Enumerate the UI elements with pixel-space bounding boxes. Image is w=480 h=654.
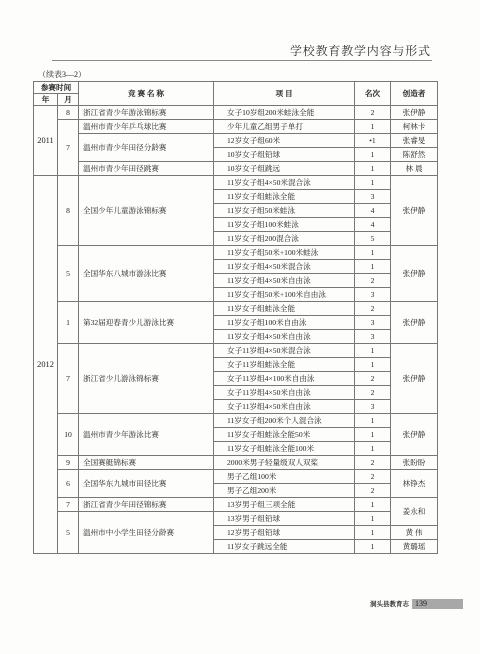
competition-cell: 全国华东九城市田径比赛 <box>79 470 214 498</box>
item-cell: 12岁男子组铅球 <box>214 526 355 540</box>
table-row <box>34 176 438 190</box>
creator-cell: 张伊静 <box>391 176 438 246</box>
page-number: 139 <box>415 599 427 608</box>
item-cell: 2000米男子轻量级双人双桨 <box>214 456 355 470</box>
creator-cell: 林铮杰 <box>391 470 438 498</box>
table-row <box>34 456 438 470</box>
rank-cell: 1 <box>355 498 391 512</box>
competition-cell: 温州市青少年田径跳赛 <box>79 162 214 176</box>
rank-cell: 2 <box>355 470 391 484</box>
header-rule <box>52 60 432 61</box>
creator-cell: 林 晨 <box>391 162 438 176</box>
table-caption: （续表3—2） <box>38 70 86 79</box>
item-cell: 11岁女子组100米自由泳 <box>214 316 355 330</box>
rank-cell: 3 <box>355 316 391 330</box>
creator-cell: 黄璐瑶 <box>391 540 438 554</box>
rank-cell: 2 <box>355 106 391 120</box>
competition-cell: 全国赛艇锦标赛 <box>79 456 214 470</box>
month-cell: 8 <box>58 176 79 246</box>
competition-cell: 第32届迎春青少儿游泳比赛 <box>79 302 214 344</box>
item-cell: 女子11岁组蛙泳全能 <box>214 358 355 372</box>
item-cell: 11岁女子组4×50米混合泳 <box>214 176 355 190</box>
header-time: 参赛时间 <box>34 82 79 94</box>
creator-cell: 张伊静 <box>391 302 438 344</box>
year-cell: 2011 <box>34 106 58 176</box>
rank-cell: 1 <box>355 526 391 540</box>
competition-cell: 温州市中小学生田径分龄赛 <box>79 512 214 554</box>
awards-table <box>33 81 438 554</box>
month-cell: 8 <box>58 106 79 120</box>
competition-cell: 温州市青少年田径分龄赛 <box>79 134 214 162</box>
item-cell: 11岁女子跳远全能 <box>214 540 355 554</box>
item-cell: 10岁女子组铅球 <box>214 148 355 162</box>
item-cell: 11岁女子组100米蛙泳 <box>214 218 355 232</box>
page-header-title: 学校教育教学内容与形式 <box>290 44 431 58</box>
creator-cell: 张伊静 <box>391 344 438 414</box>
item-cell: 11岁女子组200米个人混合泳 <box>214 414 355 428</box>
rank-cell: 1 <box>355 428 391 442</box>
rank-cell: 1 <box>355 176 391 190</box>
rank-cell: 2 <box>355 456 391 470</box>
rank-cell: 2 <box>355 274 391 288</box>
item-cell: 13岁男子组三项全能 <box>214 498 355 512</box>
rank-cell: 1 <box>355 344 391 358</box>
item-cell: 11岁女子组50米+100米自由泳 <box>214 288 355 302</box>
item-cell: 女子11岁组4×50米混合泳 <box>214 344 355 358</box>
table-row <box>34 498 438 512</box>
header-year: 年 <box>34 94 58 106</box>
creator-cell: 柯林卡 <box>391 120 438 134</box>
rank-cell: 1 <box>355 162 391 176</box>
rank-cell: 1 <box>355 120 391 134</box>
competition-cell: 温州市青少年游泳比赛 <box>79 414 214 456</box>
item-cell: 11岁女子组50米+100米蛙泳 <box>214 246 355 260</box>
rank-cell: 1 <box>355 260 391 274</box>
rank-cell: 2 <box>355 386 391 400</box>
month-cell: 5 <box>58 512 79 554</box>
creator-cell: 张睿旻 <box>391 134 438 148</box>
item-cell: 11岁女子组4×50米混合泳 <box>214 260 355 274</box>
table-row <box>34 470 438 484</box>
creator-cell: 陈舒然 <box>391 148 438 162</box>
creator-cell: 张盼盼 <box>391 456 438 470</box>
rank-cell: 1 <box>355 148 391 162</box>
item-cell: 12岁女子组60米 <box>214 134 355 148</box>
competition-cell: 温州市青少年乒乓球比赛 <box>79 120 214 134</box>
header-row <box>34 82 438 94</box>
item-cell: 11岁女子组蛙泳全能 <box>214 302 355 316</box>
header-creator: 创造者 <box>391 82 438 106</box>
item-cell: 11岁女子组200混合泳 <box>214 232 355 246</box>
competition-cell: 全国少年儿童游泳锦标赛 <box>79 176 214 246</box>
item-cell: 少年儿童乙组男子单打 <box>214 120 355 134</box>
table-row <box>34 120 438 134</box>
item-cell: 男子乙组200米 <box>214 484 355 498</box>
rank-cell: 1 <box>355 540 391 554</box>
table-row <box>34 414 438 428</box>
table-row <box>34 106 438 120</box>
header-item: 项 目 <box>214 82 355 106</box>
rank-cell: 1 <box>355 442 391 456</box>
rank-cell: •1 <box>355 134 391 148</box>
creator-cell: 姜永和 <box>391 498 438 526</box>
item-cell: 11岁女子组4×50米自由泳 <box>214 330 355 344</box>
month-cell: 7 <box>58 120 79 176</box>
rank-cell: 1 <box>355 512 391 526</box>
rank-cell: 2 <box>355 372 391 386</box>
item-cell: 11岁女子组蛙泳全能50米 <box>214 428 355 442</box>
rank-cell: 3 <box>355 288 391 302</box>
rank-cell: 3 <box>355 190 391 204</box>
item-cell: 11岁女子组蛙泳全能 <box>214 190 355 204</box>
table-row <box>34 162 438 176</box>
header-competition: 竞 赛 名 称 <box>79 82 214 106</box>
rank-cell: 1 <box>355 246 391 260</box>
rank-cell: 2 <box>355 302 391 316</box>
month-cell: 6 <box>58 470 79 498</box>
rank-cell: 1 <box>355 358 391 372</box>
rank-cell: 2 <box>355 484 391 498</box>
month-cell: 7 <box>58 498 79 512</box>
competition-cell: 浙江省少儿游泳锦标赛 <box>79 344 214 414</box>
competition-cell: 浙江省青少年田径锦标赛 <box>79 498 214 512</box>
table-row <box>34 134 438 148</box>
item-cell: 女子11岁组4×100米自由泳 <box>214 372 355 386</box>
item-cell: 13岁男子组铅球 <box>214 512 355 526</box>
header-rank: 名次 <box>355 82 391 106</box>
rank-cell: 3 <box>355 400 391 414</box>
month-cell: 1 <box>58 302 79 344</box>
competition-cell: 浙江省青少年游泳锦标赛 <box>79 106 214 120</box>
item-cell: 女子11岁组4×50米自由泳 <box>214 386 355 400</box>
rank-cell: 4 <box>355 204 391 218</box>
month-cell: 9 <box>58 456 79 470</box>
creator-cell: 张伊静 <box>391 106 438 120</box>
rank-cell: 3 <box>355 330 391 344</box>
table-row <box>34 246 438 260</box>
item-cell: 女子11岁组4×50米自由泳 <box>214 400 355 414</box>
item-cell: 11岁女子组50米蛙泳 <box>214 204 355 218</box>
rank-cell: 5 <box>355 232 391 246</box>
item-cell: 11岁女子组4×50米自由泳 <box>214 274 355 288</box>
table-row <box>34 302 438 316</box>
competition-cell: 全国华东八城市游泳比赛 <box>79 246 214 302</box>
rank-cell: 1 <box>355 414 391 428</box>
item-cell: 10岁女子组跳远 <box>214 162 355 176</box>
creator-cell: 黄 伟 <box>391 526 438 540</box>
rank-cell: 4 <box>355 218 391 232</box>
header-month: 月 <box>58 94 79 106</box>
creator-cell: 张伊静 <box>391 246 438 302</box>
creator-cell: 张伊静 <box>391 414 438 456</box>
item-cell: 11岁女子组蛙泳全能100米 <box>214 442 355 456</box>
item-cell: 男子乙组100米 <box>214 470 355 484</box>
table-row <box>34 512 438 526</box>
month-cell: 7 <box>58 344 79 414</box>
year-cell: 2012 <box>34 176 58 554</box>
month-cell: 5 <box>58 246 79 302</box>
month-cell: 10 <box>58 414 79 456</box>
item-cell: 女子10岁组200米蛙泳全能 <box>214 106 355 120</box>
footer-book-title: 洞头县教育志 <box>370 601 409 608</box>
table-row <box>34 344 438 358</box>
